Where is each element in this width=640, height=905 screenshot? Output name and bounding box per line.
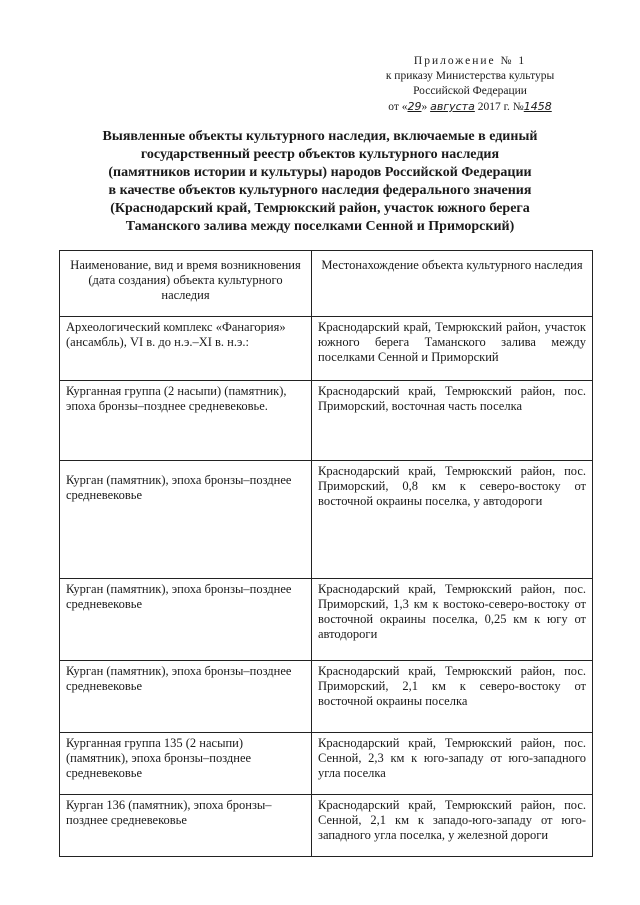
table-row	[60, 795, 593, 857]
object-location: Краснодарский край, Темрюкский район, участок южного берега Таманского залива между поселками Сенной и Приморский	[312, 317, 593, 381]
object-location: Краснодарский край, Темрюкский район, пос. Приморский, 2,1 км к северо-востоку от восточной окраины поселка	[312, 661, 593, 733]
title-line: в качестве объектов культурного наследия федерального значения	[108, 183, 532, 198]
heritage-objects-table	[59, 250, 593, 857]
object-location: Краснодарский край, Темрюкский район, пос. Сенной, 2,1 км к западо-юго-западу от юго-западного угла поселка, у железной дороги	[312, 795, 593, 857]
object-name: Курганная группа (2 насыпи) (памятник), эпоха бронзы–позднее средневековье.	[60, 381, 312, 461]
table-row	[60, 461, 593, 579]
appendix-heading: Приложение № 1	[413, 55, 527, 67]
date-prefix: от «	[388, 101, 408, 113]
table-row	[60, 661, 593, 733]
object-location: Краснодарский край, Темрюкский район, пос. Приморский, 0,8 км к северо-востоку от восточной окраины поселка, у автодороги	[312, 461, 593, 579]
object-name: Курган 136 (памятник), эпоха бронзы–позднее средневековье	[60, 795, 312, 857]
appendix-block	[360, 54, 580, 115]
table-row	[60, 579, 593, 661]
title-line: (памятников истории и культуры) народов Российской Федерации	[108, 165, 532, 180]
object-name: Археологический комплекс «Фанагория» (ансамбль), VI в. до н.э.–XI в. н.э.:	[60, 317, 312, 381]
title-line: (Краснодарский край, Темрюкский район, участок южного берега	[110, 201, 530, 216]
order-number-handwritten: 1458	[523, 100, 552, 113]
document-title	[60, 128, 580, 236]
title-line: Таманского залива между поселками Сенной и Приморский)	[125, 219, 515, 234]
header-name: Наименование, вид и время возникновения (дата создания) объекта культурного наследия	[60, 251, 312, 317]
title-line: Выявленные объекты культурного наследия, включаемые в единый	[102, 129, 538, 144]
appendix-federation-line: Российской Федерации	[413, 85, 527, 97]
title-line: государственный реестр объектов культурного наследия	[140, 147, 500, 162]
table-header-row	[60, 251, 593, 317]
object-name: Курганная группа 135 (2 насыпи) (памятник), эпоха бронзы–позднее средневековье	[60, 733, 312, 795]
object-name: Курган (памятник), эпоха бронзы–позднее средневековье	[60, 579, 312, 661]
date-mid: »	[421, 101, 428, 113]
object-name: Курган (памятник), эпоха бронзы–позднее средневековье	[60, 661, 312, 733]
object-location: Краснодарский край, Темрюкский район, пос. Сенной, 2,3 км к юго-западу от юго-западного угла поселка	[312, 733, 593, 795]
table-row	[60, 381, 593, 461]
header-place: Местонахождение объекта культурного наследия	[312, 251, 593, 317]
table-row	[60, 733, 593, 795]
appendix-date-line	[360, 99, 580, 115]
date-year: 2017 г. №	[477, 101, 524, 113]
table-row	[60, 317, 593, 381]
object-location: Краснодарский край, Темрюкский район, пос. Приморский, 1,3 км к востоко-северо-востоку от восточной окраины поселка, 0,25 км к югу от автодороги	[312, 579, 593, 661]
date-month-handwritten: августа	[430, 100, 475, 113]
appendix-order-line: к приказу Министерства культуры	[385, 70, 555, 82]
object-name: Курган (памятник), эпоха бронзы–позднее средневековье	[60, 461, 312, 579]
object-location: Краснодарский край, Темрюкский район, пос. Приморский, восточная часть поселка	[312, 381, 593, 461]
date-day-handwritten: 29	[407, 100, 422, 113]
